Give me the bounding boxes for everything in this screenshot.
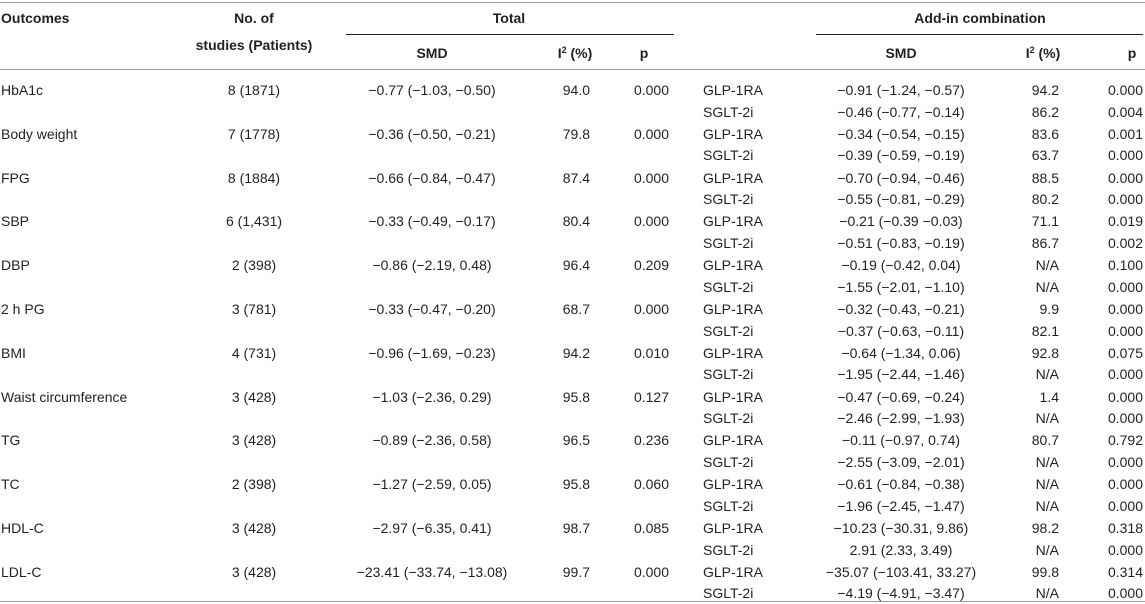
cell-addin-i2: 83.6 bbox=[1031, 125, 1059, 142]
header-studies-line1: No. of bbox=[234, 10, 274, 26]
cell-outcome: DBP bbox=[1, 257, 30, 274]
header-rule bbox=[0, 69, 1145, 70]
cell-studies: 4 (731) bbox=[231, 344, 277, 361]
cell-addin-i2: 86.2 bbox=[1031, 103, 1059, 120]
cell-addin-smd: −2.46 (−2.99, −1.93) bbox=[837, 410, 965, 427]
cell-studies: 8 (1884) bbox=[227, 169, 281, 186]
cell-addin-p: 0.001 bbox=[1107, 125, 1143, 142]
cell-addin-i2: N/A bbox=[1035, 257, 1059, 274]
header-addin-smd: SMD bbox=[885, 45, 917, 61]
header-studies-line2: studies (Patients) bbox=[195, 37, 313, 53]
cell-addin-drug: SGLT-2i bbox=[703, 585, 754, 602]
cell-outcome: 2 h PG bbox=[1, 301, 45, 317]
cell-addin-p: 0.000 bbox=[1107, 301, 1143, 317]
cell-addin-i2: 9.9 bbox=[1039, 301, 1059, 317]
cell-addin-drug: SGLT-2i bbox=[703, 103, 754, 120]
header-total-i2: $I^2$ (%) bbox=[557, 45, 593, 61]
top-rule bbox=[0, 2, 1145, 3]
header-total: Total bbox=[492, 10, 526, 26]
cell-outcome: SBP bbox=[1, 213, 30, 230]
cell-addin-drug: SGLT-2i bbox=[703, 541, 754, 558]
cell-total-smd: −0.86 (−2.19, 0.48) bbox=[372, 257, 492, 274]
cell-addin-drug: GLP-1RA bbox=[703, 388, 763, 405]
cell-total-i2: 95.8 bbox=[562, 388, 590, 405]
cell-addin-i2: 98.2 bbox=[1031, 520, 1059, 536]
cell-addin-p: 0.000 bbox=[1107, 410, 1143, 427]
cell-total-i2: 98.7 bbox=[562, 520, 590, 536]
cell-addin-i2: 71.1 bbox=[1031, 213, 1059, 230]
cell-total-i2: 96.5 bbox=[562, 432, 590, 449]
cell-total-i2: 96.4 bbox=[562, 257, 590, 274]
cell-studies: 3 (428) bbox=[231, 432, 277, 449]
cell-total-i2: 68.7 bbox=[562, 301, 590, 317]
cell-addin-i2: N/A bbox=[1035, 366, 1059, 383]
cell-addin-smd: 2.91 (2.33, 3.49) bbox=[849, 541, 953, 558]
cell-addin-p: 0.000 bbox=[1107, 585, 1143, 602]
cell-addin-drug: SGLT-2i bbox=[703, 191, 754, 208]
cell-studies: 3 (428) bbox=[231, 388, 277, 405]
cell-total-i2: 79.8 bbox=[562, 125, 590, 142]
cell-addin-drug: GLP-1RA bbox=[703, 432, 763, 449]
cell-addin-i2: 1.4 bbox=[1039, 388, 1059, 405]
cell-addin-p: 0.314 bbox=[1107, 563, 1143, 580]
cell-addin-i2: 88.5 bbox=[1031, 169, 1059, 186]
cell-total-p: 0.000 bbox=[633, 82, 669, 98]
cell-addin-smd: −0.21 (−0.39 −0.03) bbox=[839, 213, 963, 230]
cell-total-p: 0.209 bbox=[633, 257, 669, 274]
cell-total-p: 0.000 bbox=[633, 563, 669, 580]
cell-total-i2: 94.0 bbox=[562, 82, 590, 98]
cell-addin-p: 0.000 bbox=[1107, 278, 1143, 295]
cell-total-i2: 87.4 bbox=[562, 169, 590, 186]
cell-addin-smd: −0.37 (−0.63, −0.11) bbox=[837, 322, 965, 339]
cell-addin-drug: GLP-1RA bbox=[703, 169, 763, 186]
cell-studies: 2 (398) bbox=[231, 476, 277, 493]
cell-addin-smd: −0.32 (−0.43, −0.21) bbox=[837, 301, 965, 317]
cell-addin-p: 0.000 bbox=[1107, 541, 1143, 558]
cell-addin-smd: −0.11 (−0.97, 0.74) bbox=[841, 432, 961, 449]
cell-addin-i2: N/A bbox=[1035, 476, 1059, 493]
cell-studies: 3 (428) bbox=[231, 563, 277, 580]
cell-addin-drug: GLP-1RA bbox=[703, 125, 763, 142]
cell-addin-i2: 99.8 bbox=[1031, 563, 1059, 580]
cell-addin-smd: −2.55 (−3.09, −2.01) bbox=[837, 454, 965, 470]
cell-total-i2: 99.7 bbox=[562, 563, 590, 580]
cell-outcome: Waist circumference bbox=[1, 388, 128, 405]
cell-addin-smd: −0.55 (−0.81, −0.29) bbox=[837, 191, 965, 208]
cell-addin-p: 0.000 bbox=[1107, 191, 1143, 208]
cell-addin-smd: −0.46 (−0.77, −0.14) bbox=[837, 103, 965, 120]
cell-total-p: 0.060 bbox=[633, 476, 669, 493]
cell-addin-smd: −1.96 (−2.45, −1.47) bbox=[837, 497, 965, 514]
cell-total-smd: −0.36 (−0.50, −0.21) bbox=[368, 125, 496, 142]
cell-addin-smd: −0.64 (−1.34, 0.06) bbox=[841, 344, 961, 361]
cell-addin-drug: GLP-1RA bbox=[703, 82, 763, 98]
cell-total-smd: −1.03 (−2.36, 0.29) bbox=[372, 388, 492, 405]
cell-addin-p: 0.004 bbox=[1107, 103, 1143, 120]
cell-addin-p: 0.000 bbox=[1107, 476, 1143, 493]
cell-addin-i2: 63.7 bbox=[1031, 147, 1059, 164]
cell-addin-drug: GLP-1RA bbox=[703, 344, 763, 361]
cell-addin-i2: 86.7 bbox=[1031, 235, 1059, 251]
header-addin-p: p bbox=[1127, 45, 1137, 61]
header-total-smd: SMD bbox=[416, 45, 448, 61]
cell-addin-drug: GLP-1RA bbox=[703, 301, 763, 317]
cell-total-smd: −0.66 (−0.84, −0.47) bbox=[368, 169, 496, 186]
cell-addin-p: 0.000 bbox=[1107, 366, 1143, 383]
addin-group-rule bbox=[816, 34, 1143, 35]
cell-total-p: 0.000 bbox=[633, 169, 669, 186]
cell-addin-p: 0.000 bbox=[1107, 388, 1143, 405]
cell-addin-smd: −35.07 (−103.41, 33.27) bbox=[825, 563, 977, 580]
cell-addin-i2: N/A bbox=[1035, 278, 1059, 295]
cell-studies: 3 (781) bbox=[231, 301, 277, 317]
cell-studies: 6 (1,431) bbox=[225, 213, 283, 230]
cell-addin-drug: SGLT-2i bbox=[703, 454, 754, 470]
cell-outcome: HDL-C bbox=[1, 520, 44, 536]
cell-addin-smd: −0.61 (−0.84, −0.38) bbox=[837, 476, 965, 493]
cell-total-p: 0.010 bbox=[633, 344, 669, 361]
cell-addin-smd: −0.70 (−0.94, −0.46) bbox=[837, 169, 965, 186]
cell-total-i2: 94.2 bbox=[562, 344, 590, 361]
cell-total-smd: −0.96 (−1.69, −0.23) bbox=[368, 344, 496, 361]
cell-addin-i2: 94.2 bbox=[1031, 82, 1059, 98]
cell-addin-smd: −10.23 (−30.31, 9.86) bbox=[833, 520, 969, 536]
cell-addin-p: 0.002 bbox=[1107, 235, 1143, 251]
cell-addin-i2: N/A bbox=[1035, 541, 1059, 558]
cell-addin-i2: 80.2 bbox=[1031, 191, 1059, 208]
cell-outcome: HbA1c bbox=[1, 82, 44, 98]
cell-addin-smd: −0.19 (−0.42, 0.04) bbox=[841, 257, 961, 274]
cell-addin-drug: SGLT-2i bbox=[703, 322, 754, 339]
cell-addin-p: 0.100 bbox=[1107, 257, 1143, 274]
cell-addin-drug: SGLT-2i bbox=[703, 235, 754, 251]
cell-total-smd: −0.77 (−1.03, −0.50) bbox=[368, 82, 496, 98]
cell-total-i2: 95.8 bbox=[562, 476, 590, 493]
cell-addin-p: 0.000 bbox=[1107, 322, 1143, 339]
cell-studies: 8 (1871) bbox=[227, 82, 281, 98]
cell-addin-p: 0.318 bbox=[1107, 520, 1143, 536]
cell-addin-drug: SGLT-2i bbox=[703, 278, 754, 295]
cell-total-i2: 80.4 bbox=[562, 213, 590, 230]
cell-total-smd: −0.33 (−0.49, −0.17) bbox=[368, 213, 496, 230]
cell-addin-smd: −0.34 (−0.54, −0.15) bbox=[837, 125, 965, 142]
cell-addin-i2: N/A bbox=[1035, 454, 1059, 470]
cell-addin-drug: SGLT-2i bbox=[703, 366, 754, 383]
bottom-rule bbox=[0, 601, 1145, 602]
cell-outcome: LDL-C bbox=[1, 563, 42, 580]
cell-studies: 2 (398) bbox=[231, 257, 277, 274]
cell-addin-smd: −4.19 (−4.91, −3.47) bbox=[837, 585, 965, 602]
cell-outcome: Body weight bbox=[1, 125, 78, 142]
cell-addin-p: 0.000 bbox=[1107, 169, 1143, 186]
cell-outcome: TC bbox=[1, 476, 20, 493]
cell-total-smd: −1.27 (−2.59, 0.05) bbox=[372, 476, 492, 493]
cell-addin-p: 0.792 bbox=[1107, 432, 1143, 449]
cell-addin-p: 0.019 bbox=[1107, 213, 1143, 230]
cell-addin-smd: −0.47 (−0.69, −0.24) bbox=[837, 388, 965, 405]
cell-outcome: FPG bbox=[1, 169, 30, 186]
cell-addin-drug: SGLT-2i bbox=[703, 497, 754, 514]
cell-studies: 7 (1778) bbox=[227, 125, 281, 142]
cell-total-p: 0.085 bbox=[633, 520, 669, 536]
cell-addin-drug: GLP-1RA bbox=[703, 563, 763, 580]
cell-total-smd: −0.33 (−0.47, −0.20) bbox=[368, 301, 496, 317]
cell-total-p: 0.000 bbox=[633, 213, 669, 230]
cell-addin-drug: GLP-1RA bbox=[703, 520, 763, 536]
cell-addin-i2: N/A bbox=[1035, 585, 1059, 602]
cell-addin-i2: 82.1 bbox=[1031, 322, 1059, 339]
cell-total-smd: −0.89 (−2.36, 0.58) bbox=[372, 432, 492, 449]
cell-total-p: 0.236 bbox=[633, 432, 669, 449]
cell-addin-smd: −1.55 (−2.01, −1.10) bbox=[837, 278, 965, 295]
cell-total-p: 0.000 bbox=[633, 125, 669, 142]
cell-total-smd: −2.97 (−6.35, 0.41) bbox=[372, 520, 492, 536]
cell-addin-p: 0.000 bbox=[1107, 147, 1143, 164]
header-total-p: p bbox=[639, 45, 649, 61]
cell-addin-drug: GLP-1RA bbox=[703, 257, 763, 274]
cell-addin-i2: 80.7 bbox=[1031, 432, 1059, 449]
cell-addin-drug: GLP-1RA bbox=[703, 476, 763, 493]
cell-addin-smd: −0.39 (−0.59, −0.19) bbox=[837, 147, 965, 164]
total-group-rule bbox=[346, 34, 674, 35]
cell-total-smd: −23.41 (−33.74, −13.08) bbox=[356, 563, 508, 580]
cell-studies: 3 (428) bbox=[231, 520, 277, 536]
header-outcomes: Outcomes bbox=[1, 10, 70, 26]
cell-addin-p: 0.075 bbox=[1107, 344, 1143, 361]
cell-addin-smd: −0.91 (−1.24, −0.57) bbox=[837, 82, 965, 98]
cell-addin-drug: SGLT-2i bbox=[703, 410, 754, 427]
cell-addin-smd: −1.95 (−2.44, −1.46) bbox=[837, 366, 965, 383]
cell-addin-p: 0.000 bbox=[1107, 82, 1143, 98]
cell-outcome: TG bbox=[1, 432, 21, 449]
cell-addin-i2: N/A bbox=[1035, 410, 1059, 427]
cell-outcome: BMI bbox=[1, 344, 26, 361]
header-addin-i2: $I^2$ (%) bbox=[1025, 45, 1061, 61]
cell-total-p: 0.000 bbox=[633, 301, 669, 317]
cell-addin-drug: SGLT-2i bbox=[703, 147, 754, 164]
cell-addin-drug: GLP-1RA bbox=[703, 213, 763, 230]
cell-addin-i2: N/A bbox=[1035, 497, 1059, 514]
cell-addin-i2: 92.8 bbox=[1031, 344, 1059, 361]
cell-addin-p: 0.000 bbox=[1107, 454, 1143, 470]
header-addin: Add-in combination bbox=[914, 10, 1046, 26]
cell-total-p: 0.127 bbox=[633, 388, 669, 405]
cell-addin-smd: −0.51 (−0.83, −0.19) bbox=[837, 235, 965, 251]
cell-addin-p: 0.000 bbox=[1107, 497, 1143, 514]
